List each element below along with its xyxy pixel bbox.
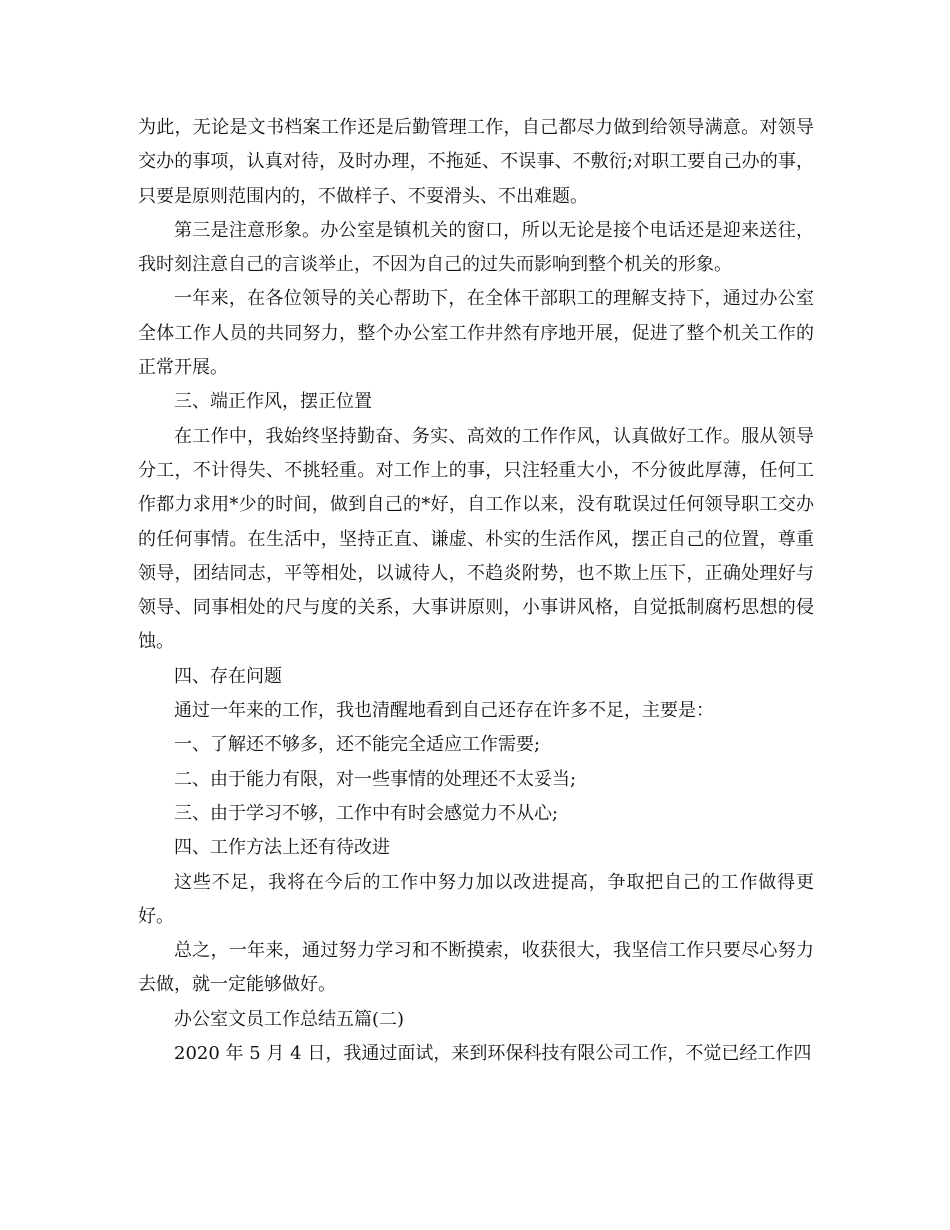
- list-item: 二、由于能力有限，对一些事情的处理还不太妥当;: [174, 768, 577, 790]
- paragraph: 在工作中，我始终坚持勤奋、务实、高效的工作作风，认真做好工作。服从领导分工，不计得失、不挑轻重。对工作上的事，只注轻重大小，不分彼此厚薄，任何工作都力求用*少的时间，做到自己的*好，自工作以来，没有耽误过任何领导职工交办的任何事情。在生活中，坚持正直、谦虚、朴实的生活作风，摆正自己的位置，尊重领导，团结同志，平等相处，以诚待人，不趋炎附势，也不欺上压下，正确处理好与领导、同事相处的尺与度的关系，大事讲原则，小事讲风格，自觉抵制腐朽思想的侵蚀。: [138, 425, 814, 653]
- list-item: 四、工作方法上还有待改进: [174, 837, 390, 859]
- paragraph: 第三是注意形象。办公室是镇机关的窗口，所以无论是接个电话还是迎来送往，我时刻注意自己的言谈举止，不因为自己的过失而影响到整个机关的形象。: [138, 219, 814, 276]
- paragraph: 这些不足，我将在今后的工作中努力加以改进提高，争取把自己的工作做得更好。: [138, 871, 814, 927]
- paragraph: 2020 年 5 月 4 日，我通过面试，来到环保科技有限公司工作，不觉已经工作四: [174, 1043, 812, 1065]
- list-item: 三、由于学习不够，工作中有时会感觉力不从心;: [174, 802, 559, 824]
- section-heading: 四、存在问题: [174, 665, 282, 687]
- paragraph: 为此，无论是文书档案工作还是后勤管理工作，自己都尽力做到给领导满意。对领导交办的事项，认真对待，及时办理，不拖延、不误事、不敷衍;对职工要自己办的事，只要是原则范围内的，不做样子、不耍滑头、不出难题。: [138, 117, 814, 207]
- paragraph: 总之，一年来，通过努力学习和不断摸索，收获很大，我坚信工作只要尽心努力去做，就一定能够做好。: [138, 940, 814, 996]
- document-body: [138, 111, 814, 1071]
- list-item: 一、了解还不够多，还不能完全适应工作需要;: [174, 734, 541, 756]
- document-title: 办公室文员工作总结五篇(二): [174, 1008, 405, 1030]
- paragraph: 通过一年来的工作，我也清醒地看到自己还存在许多不足，主要是：: [174, 700, 714, 722]
- paragraph: 一年来，在各位领导的关心帮助下，在全体干部职工的理解支持下，通过办公室全体工作人员的共同努力，整个办公室工作井然有序地开展，促进了整个机关工作的正常开展。: [138, 288, 814, 379]
- section-heading: 三、端正作风，摆正位置: [174, 391, 372, 413]
